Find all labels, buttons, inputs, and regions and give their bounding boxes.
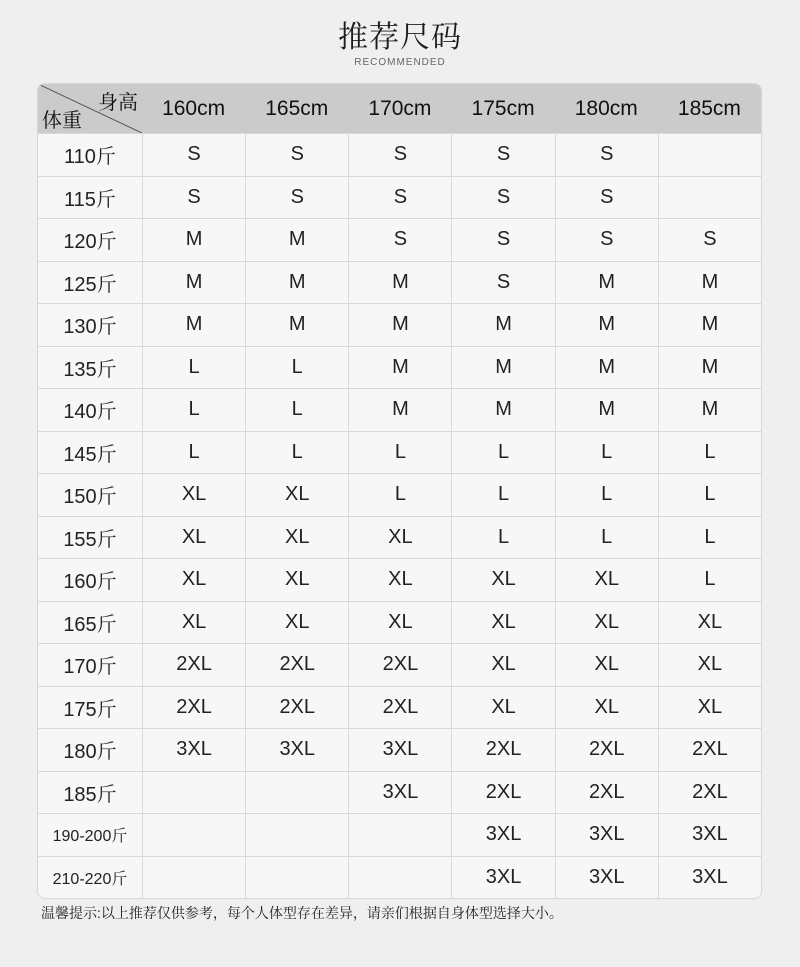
table-row (38, 303, 761, 346)
height-header: 180cm (574, 96, 638, 120)
size-cell: XL (142, 602, 245, 644)
page-subtitle: RECOMMENDED (354, 57, 446, 68)
weight-label: 165斤 (63, 613, 117, 636)
size-cell: L (348, 474, 451, 516)
size-cell: XL (451, 559, 554, 601)
size-cell: XL (348, 559, 451, 601)
weight-axis-label: 体重 (42, 110, 82, 132)
weight-label: 160斤 (63, 571, 117, 594)
height-header: 165cm (265, 96, 329, 120)
size-cell: 2XL (451, 729, 554, 771)
weight-label: 190-200斤 (52, 828, 128, 846)
size-cell (142, 772, 245, 814)
size-cell: M (658, 304, 761, 346)
table-header-row (38, 84, 761, 133)
size-cell: 2XL (555, 772, 658, 814)
size-cell: XL (555, 644, 658, 686)
weight-label: 115斤 (64, 188, 116, 211)
size-cell: M (451, 347, 554, 389)
size-cell: M (348, 262, 451, 304)
corner-header-cell (38, 84, 142, 133)
size-cell: XL (348, 602, 451, 644)
size-cell: L (658, 559, 761, 601)
size-cell: L (658, 432, 761, 474)
size-cell: M (142, 219, 245, 261)
size-cell: L (555, 432, 658, 474)
size-cell: M (555, 304, 658, 346)
height-header: 175cm (471, 96, 535, 120)
size-cell: S (142, 177, 245, 219)
table-row (38, 643, 761, 686)
size-cell: XL (658, 602, 761, 644)
table-body (38, 133, 761, 898)
size-cell: XL (245, 602, 348, 644)
size-cell: S (348, 134, 451, 176)
height-axis-label: 身高 (98, 92, 138, 114)
size-cell (348, 814, 451, 856)
size-cell: 3XL (555, 814, 658, 856)
size-cell: S (658, 219, 761, 261)
height-header: 185cm (677, 96, 741, 120)
size-cell: XL (451, 602, 554, 644)
weight-label: 170斤 (63, 656, 117, 679)
size-cell: M (451, 389, 554, 431)
size-cell: L (555, 474, 658, 516)
size-cell: M (451, 304, 554, 346)
size-cell: S (451, 177, 554, 219)
size-cell: S (451, 134, 554, 176)
size-cell: M (348, 304, 451, 346)
table-row (38, 388, 761, 431)
table-row (38, 176, 761, 219)
size-cell: S (245, 177, 348, 219)
weight-label: 120斤 (63, 231, 117, 254)
weight-label: 175斤 (63, 698, 117, 721)
weight-label: 185斤 (63, 783, 117, 806)
size-cell: L (142, 347, 245, 389)
size-cell: L (142, 432, 245, 474)
weight-label: 140斤 (63, 401, 117, 424)
size-cell: S (555, 134, 658, 176)
size-cell: S (142, 134, 245, 176)
table-row (38, 473, 761, 516)
size-cell: M (348, 347, 451, 389)
size-cell: 3XL (348, 772, 451, 814)
size-cell: S (451, 219, 554, 261)
weight-label: 210-220斤 (52, 870, 128, 888)
size-cell: L (658, 517, 761, 559)
size-cell: 3XL (348, 729, 451, 771)
size-cell: L (245, 347, 348, 389)
size-cell: M (245, 304, 348, 346)
size-cell: XL (658, 687, 761, 729)
size-cell (245, 772, 348, 814)
weight-label: 110斤 (64, 146, 116, 169)
size-cell: S (348, 177, 451, 219)
size-cell (245, 857, 348, 899)
size-cell: 2XL (658, 729, 761, 771)
size-cell (142, 814, 245, 856)
size-cell: XL (142, 517, 245, 559)
size-cell: 2XL (451, 772, 554, 814)
size-cell: XL (245, 474, 348, 516)
size-cell: M (245, 262, 348, 304)
size-cell: M (658, 262, 761, 304)
size-advice-note: 温馨提示:以上推荐仅供参考，每个人体型存在差异，请亲们根据自身体型选择大小。 (41, 905, 563, 921)
size-cell: M (555, 262, 658, 304)
size-cell: XL (451, 687, 554, 729)
size-cell: XL (348, 517, 451, 559)
weight-label: 135斤 (63, 358, 117, 381)
table-row (38, 516, 761, 559)
size-cell: 3XL (451, 814, 554, 856)
size-cell: M (348, 389, 451, 431)
size-cell: L (348, 432, 451, 474)
size-cell (142, 857, 245, 899)
table-row (38, 686, 761, 729)
size-cell: XL (245, 559, 348, 601)
height-header: 160cm (162, 96, 226, 120)
size-cell (658, 177, 761, 219)
size-cell: 2XL (348, 687, 451, 729)
size-cell: L (658, 474, 761, 516)
size-cell: 2XL (348, 644, 451, 686)
size-cell: S (245, 134, 348, 176)
table-row (38, 261, 761, 304)
table-row (38, 771, 761, 814)
size-cell: M (658, 389, 761, 431)
size-cell: XL (142, 474, 245, 516)
size-cell: XL (555, 687, 658, 729)
size-cell: XL (555, 602, 658, 644)
weight-label: 155斤 (63, 528, 117, 551)
weight-label: 180斤 (63, 741, 117, 764)
size-cell: XL (658, 644, 761, 686)
size-cell: M (245, 219, 348, 261)
size-cell: M (555, 347, 658, 389)
weight-label: 150斤 (63, 486, 117, 509)
size-cell: 3XL (658, 814, 761, 856)
size-cell (658, 134, 761, 176)
table-row (38, 728, 761, 771)
size-cell (245, 814, 348, 856)
page-title: 推荐尺码 (338, 21, 462, 54)
size-cell: 3XL (245, 729, 348, 771)
height-header: 170cm (368, 96, 432, 120)
table-row (38, 856, 761, 899)
size-cell: S (348, 219, 451, 261)
size-cell: XL (245, 517, 348, 559)
weight-label: 130斤 (63, 316, 117, 339)
size-cell: S (555, 177, 658, 219)
size-cell: XL (451, 644, 554, 686)
size-cell: L (451, 517, 554, 559)
size-cell: L (142, 389, 245, 431)
size-cell: 2XL (658, 772, 761, 814)
size-cell: L (245, 432, 348, 474)
size-chart-table (37, 83, 762, 899)
table-row (38, 813, 761, 856)
size-cell: XL (142, 559, 245, 601)
table-row (38, 431, 761, 474)
size-cell: M (555, 389, 658, 431)
weight-label: 145斤 (63, 443, 117, 466)
size-cell: M (142, 262, 245, 304)
table-row (38, 346, 761, 389)
size-cell: S (555, 219, 658, 261)
table-row (38, 218, 761, 261)
size-cell: L (451, 432, 554, 474)
size-cell: 2XL (142, 687, 245, 729)
size-cell: 3XL (658, 857, 761, 899)
table-row (38, 133, 761, 176)
size-cell: L (451, 474, 554, 516)
size-cell: 3XL (555, 857, 658, 899)
size-cell: 3XL (451, 857, 554, 899)
weight-label: 125斤 (63, 273, 117, 296)
size-cell: XL (555, 559, 658, 601)
size-cell: 2XL (555, 729, 658, 771)
table-row (38, 558, 761, 601)
table-row (38, 601, 761, 644)
size-cell: 2XL (245, 687, 348, 729)
size-cell: L (245, 389, 348, 431)
size-cell: 3XL (142, 729, 245, 771)
size-cell: 2XL (142, 644, 245, 686)
size-cell (348, 857, 451, 899)
size-cell: M (658, 347, 761, 389)
size-cell: M (142, 304, 245, 346)
size-cell: S (451, 262, 554, 304)
size-cell: L (555, 517, 658, 559)
size-cell: 2XL (245, 644, 348, 686)
